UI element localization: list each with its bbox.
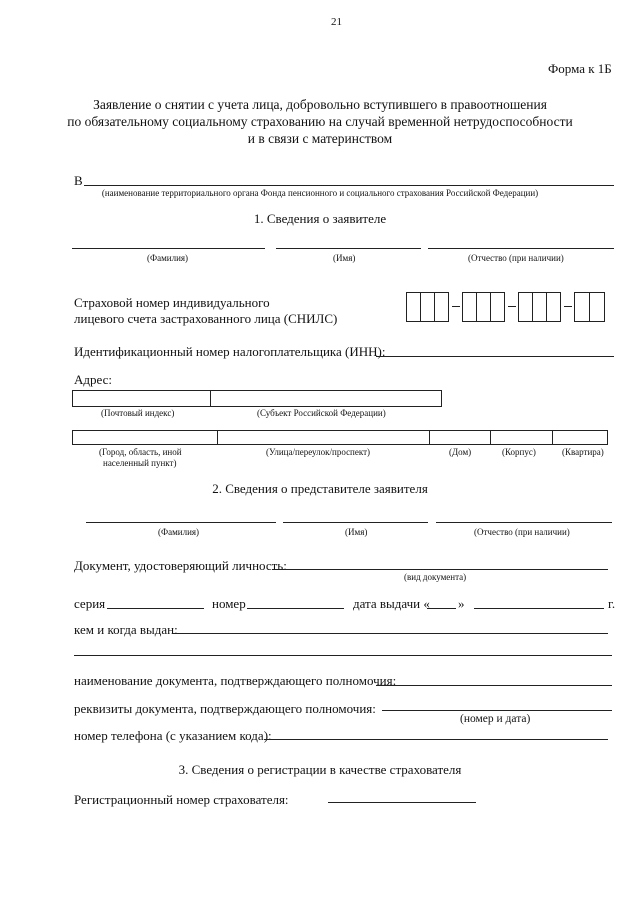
form-title-line-1: Заявление о снятии с учета лица, добровольно вступившего в правоотношения	[93, 97, 547, 112]
applicant-patronymic-field[interactable]	[428, 248, 614, 249]
inn-field[interactable]	[376, 356, 614, 357]
applicant-name-field[interactable]	[276, 248, 421, 249]
addressee-prefix: В	[74, 173, 83, 188]
series-label: серия	[74, 596, 106, 611]
snils-digit-cell[interactable]	[434, 292, 449, 322]
id-document-field[interactable]	[272, 569, 608, 570]
snils-digit-cell[interactable]	[490, 292, 505, 322]
snils-digit-cell[interactable]	[574, 292, 590, 322]
snils-digit-cell[interactable]	[476, 292, 491, 322]
representative-patronymic-caption: (Отчество (при наличии)	[474, 527, 570, 537]
form-label: Форма к 1Б	[548, 61, 612, 76]
section-2-heading: 2. Сведения о представителе заявителя	[212, 481, 428, 496]
authority-requisites-field[interactable]	[382, 710, 612, 711]
issued-by-label: кем и когда выдан:	[74, 622, 178, 637]
id-document-caption: (вид документа)	[404, 572, 467, 582]
issue-date-close-quote: »	[458, 596, 465, 611]
snils-digit-cell[interactable]	[462, 292, 477, 322]
snils-digit-cell[interactable]	[420, 292, 435, 322]
region-field[interactable]	[210, 390, 442, 407]
postal-code-caption: (Почтовый индекс)	[101, 408, 175, 418]
section-1-heading: 1. Сведения о заявителе	[253, 211, 387, 226]
snils-dash	[564, 306, 572, 307]
issued-by-field-continuation[interactable]	[74, 655, 612, 656]
postal-code-field[interactable]	[72, 390, 211, 407]
phone-label: номер телефона (с указанием кода):	[74, 728, 272, 743]
city-caption-line-2: населенный пункт)	[103, 458, 177, 468]
snils-digit-cell[interactable]	[532, 292, 547, 322]
form-title-line-3: и в связи с материнством	[247, 131, 393, 146]
snils-label-line-2: лицевого счета застрахованного лица (СНИЛС)	[74, 311, 338, 326]
applicant-name-caption: (Имя)	[333, 253, 356, 263]
applicant-surname-caption: (Фамилия)	[147, 253, 189, 263]
issue-date-label: дата выдачи «	[353, 596, 430, 611]
snils-digit-cell[interactable]	[406, 292, 421, 322]
snils-digit-cell[interactable]	[518, 292, 533, 322]
year-suffix: г.	[608, 596, 616, 611]
authority-requisites-caption: (номер и дата)	[460, 713, 531, 725]
representative-patronymic-field[interactable]	[436, 522, 612, 523]
representative-surname-caption: (Фамилия)	[158, 527, 200, 537]
issue-month-year-field[interactable]	[474, 608, 604, 609]
snils-digit-cell[interactable]	[546, 292, 561, 322]
addressee-caption: (наименование территориального органа Фонда пенсионного и социального страхования Российской Федерации)	[101, 188, 539, 198]
issue-day-field[interactable]	[427, 608, 456, 609]
applicant-surname-field[interactable]	[72, 248, 265, 249]
addressee-field[interactable]	[84, 185, 614, 186]
authority-document-label: наименование документа, подтверждающего полномочия:	[74, 673, 397, 688]
street-caption: (Улица/переулок/проспект)	[266, 447, 371, 457]
snils-dash	[508, 306, 516, 307]
street-field[interactable]	[217, 430, 430, 445]
registration-number-label: Регистрационный номер страхователя:	[74, 792, 289, 807]
building-field[interactable]	[490, 430, 553, 445]
snils-label-line-1: Страховой номер индивидуального	[74, 295, 270, 310]
snils-field[interactable]	[406, 292, 606, 322]
city-caption-line-1: (Город, область, иной	[99, 447, 182, 457]
apartment-caption: (Квартира)	[562, 447, 604, 457]
representative-name-caption: (Имя)	[345, 527, 368, 537]
authority-document-field[interactable]	[376, 685, 612, 686]
house-caption: (Дом)	[449, 447, 472, 457]
building-caption: (Корпус)	[502, 447, 536, 457]
number-field[interactable]	[247, 608, 344, 609]
issued-by-field[interactable]	[172, 633, 608, 634]
section-3-heading: 3. Сведения о регистрации в качестве страхователя	[178, 762, 462, 777]
applicant-patronymic-caption: (Отчество (при наличии)	[468, 253, 564, 263]
phone-field[interactable]	[264, 739, 608, 740]
house-field[interactable]	[429, 430, 491, 445]
snils-dash	[452, 306, 460, 307]
series-field[interactable]	[107, 608, 204, 609]
apartment-field[interactable]	[552, 430, 608, 445]
authority-requisites-label: реквизиты документа, подтверждающего полномочия:	[74, 701, 376, 716]
id-document-label: Документ, удостоверяющий личность:	[74, 558, 287, 573]
page-number: 21	[331, 16, 342, 28]
number-label: номер	[212, 596, 246, 611]
snils-digit-cell[interactable]	[589, 292, 605, 322]
representative-surname-field[interactable]	[86, 522, 276, 523]
form-title	[0, 96, 640, 147]
city-field[interactable]	[72, 430, 218, 445]
representative-name-field[interactable]	[283, 522, 428, 523]
form-title-line-2: по обязательному социальному страхованию на случай временной нетрудоспособности	[67, 114, 573, 129]
region-caption: (Субъект Российской Федерации)	[257, 408, 386, 418]
registration-number-field[interactable]	[328, 802, 476, 803]
address-label: Адрес:	[74, 372, 112, 387]
inn-label: Идентификационный номер налогоплательщика (ИНН):	[74, 344, 386, 359]
